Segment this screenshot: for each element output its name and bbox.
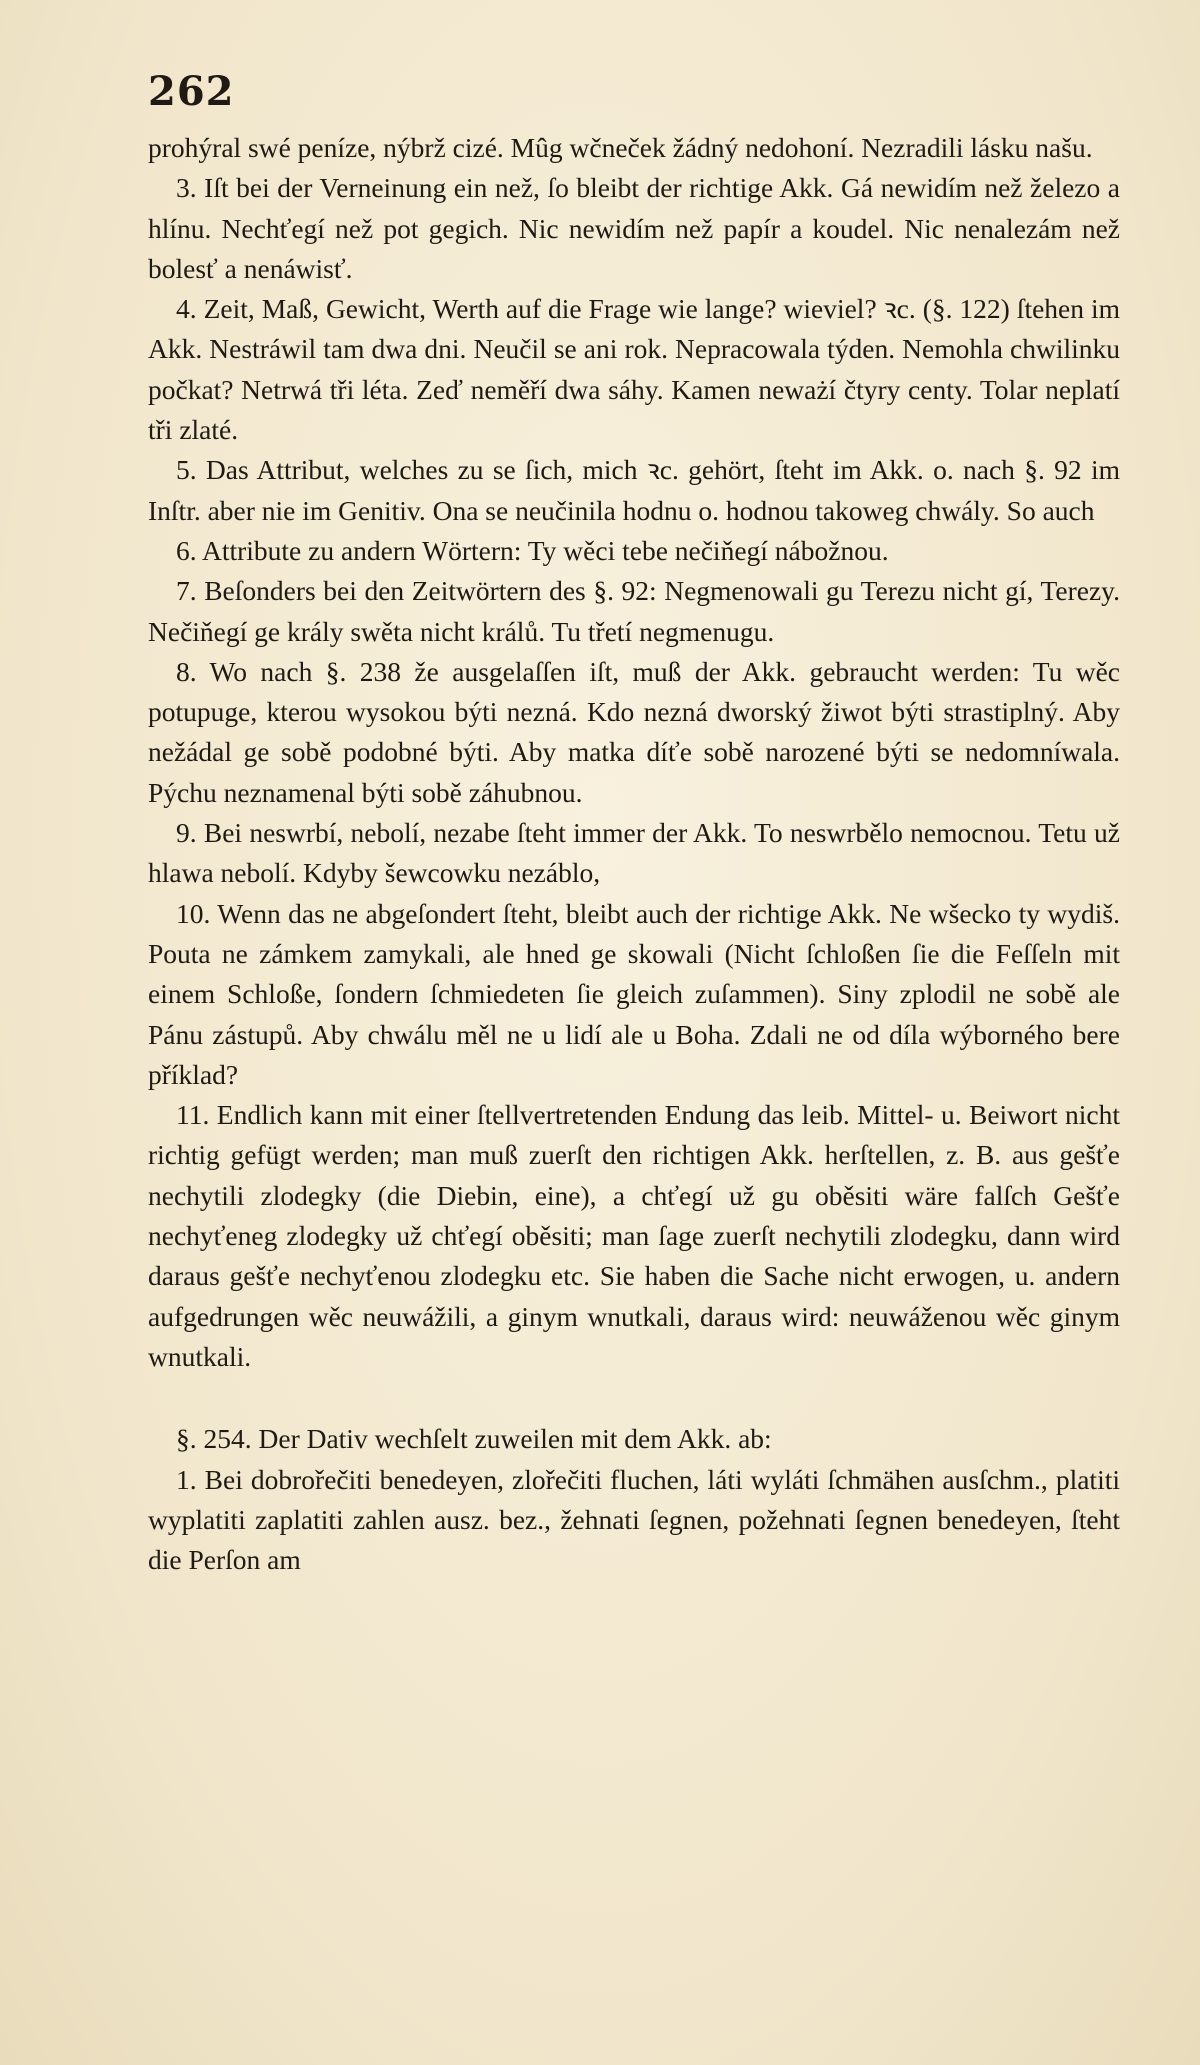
paragraph-rule-7: 7. Beſonders bei den Zeitwörtern des §. 92: Negmenowali gu Terezu nicht gí, Terezy. Nečiňegí ge krály swěta nicht králů. Tu třetí negmenugu. [148,575,1120,647]
paragraph-rule-5: 5. Das Attribut, welches zu se ſich, mich ꝛc. gehört, ſteht im Akk. o. nach §. 92 im Inſtr. aber nie im Genitiv. Ona se neučinila hodnu o. hodnou takoweg chwály. So auch [148,454,1120,526]
paragraph-254-rule-1: 1. Bei dobrořečiti benedeyen, zlořečiti fluchen, láti wyláti ſchmähen ausſchm., platiti wyplatiti zaplatiti zahlen ausz. bez., žehnati ſegnen, požehnati ſegnen benedeyen, ſteht die Perſon am [148,1463,1120,1576]
paragraph-rule-4: 4. Zeit, Maß, Gewicht, Werth auf die Frage wie lange? wieviel? ꝛc. (§. 122) ſtehen im Akk. Nestráwil tam dwa dni. Neučil se ani rok. Nepracowala týden. Nemohla chwilinku počkat? Netrwá tři léta. Zeď neměří dwa sáhy. Kamen neważí čtyry centy. Tolar neplatí tři zlaté. [148,293,1120,446]
paragraph-rule-3: 3. Iſt bei der Verneinung ein než, ſo bleibt der richtige Akk. Gá newidím než železo a hlínu. Nechťegí než pot gegich. Nic newidím než papír a koudel. Nic nenalezám než bolesť a nenáwisť. [148,172,1120,284]
paragraph-rule-8: 8. Wo nach §. 238 že ausgelaſſen iſt, muß der Akk. gebraucht werden: Tu wěc potupuge, kterou wysokou býti nezná. Kdo nezná dworský žiwot býti strastiplný. Aby nežádal ge sobě podobné býti. Aby matka díťe sobě narozené býti se nedomníwala. Pýchu neznamenal býti sobě záhubnou. [148,655,1120,808]
page-text [148,128,1120,1580]
section-heading-254: §. 254. Der Dativ wechſelt zuweilen mit dem Akk. ab: [176,1423,772,1455]
page-number: 262 [148,68,235,115]
paragraph-rule-9: 9. Bei neswrbí, nebolí, nezabe ſteht immer der Akk. To neswrbělo nemocnou. Tetu už hlawa nebolí. Kdyby šewcowku nezáblo, [148,817,1120,889]
paragraph-rule-6: 6. Attribute zu andern Wörtern: Ty wěci tebe nečiňegí nábožnou. [176,534,889,566]
paragraph-rule-10: 10. Wenn das ne abgeſondert ſteht, bleibt auch der richtige Akk. Ne wšecko ty wydiš. Pouta ne zámkem zamykali, ale hned ge skowali (Nicht ſchloßen ſie die Feſſeln mit einem Schloße, ſondern ſchmiedeten ſie gleich zuſammen). Siny zplodil ne sobě ale Pánu zástupů. Aby chwálu měl ne u lidí ale u Boha. Zdali ne od díla wýborného bere příklad? [148,897,1120,1090]
paragraph-continuation: prohýral swé peníze, nýbrž cizé. Mûg wčneček žádný nedohoní. Nezradili lásku našu. [148,132,1093,163]
paragraph-rule-11: 11. Endlich kann mit einer ſtellvertretenden Endung das leib. Mittel- u. Beiwort nicht richtig gefügt werden; man muß zuerſt den richtigen Akk. herſtellen, z. B. aus gešťe nechytili zlodegky (die Diebin, eine), a chťegí už gu oběsiti wäre falſch Gešťe nechyťeneg zlodegky už chťegí oběsiti; man ſage zuerſt nechytili zlodegku, dann wird daraus gešťe nechyťenou zlodegku etc. Sie haben die Sache nicht erwogen, u. andern aufgedrungen wěc neuwážili, a ginym wnutkali, daraus wird: neuwáženou wěc ginym wnutkali. [148,1099,1120,1372]
